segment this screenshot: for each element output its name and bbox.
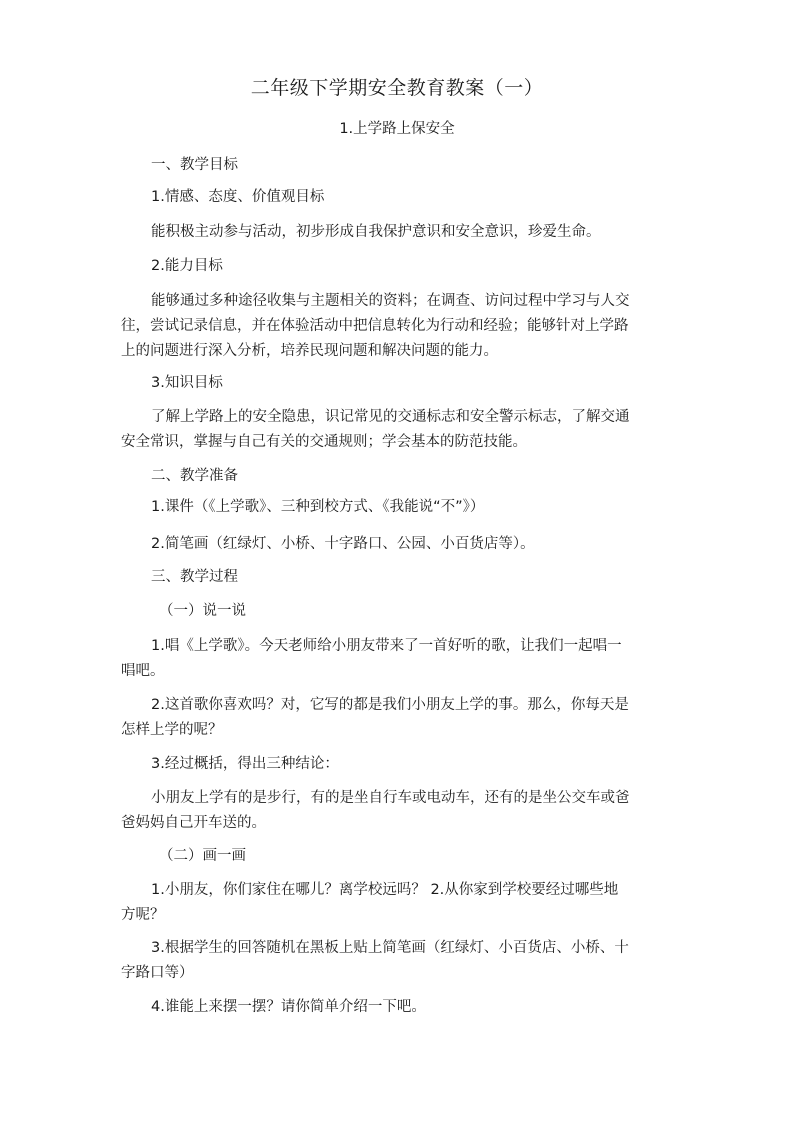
paragraph-line: 往，尝试记录信息，并在体验活动中把信息转化为行动和经验；能够针对上学路 [121,318,629,334]
paragraph-line: 爸妈妈自己开车送的。 [121,815,266,831]
paragraph-line: 能积极主动参与活动，初步形成自我保护意识和安全意识，珍爱生命。 [151,224,601,240]
paragraph-line: 唱吧。 [121,663,165,679]
paragraph-line: 3.经过概括，得出三种结论： [151,756,339,772]
paragraph-line: 2.这首歌你喜欢吗？对，它写的都是我们小朋友上学的事。那么，你每天是 [151,697,629,713]
paragraph-line: 3.根据学生的回答随机在黑板上贴上简笔画（红绿灯、小百货店、小桥、十 [151,940,629,956]
preparation-item: 1.课件（《上学歌》、三种到校方式、《我能说“不”》） [151,499,485,515]
paragraph-line: 字路口等） [121,965,194,981]
paragraph-line: 1.唱《上学歌》。今天老师给小朋友带来了一首好听的歌，让我们一起唱一 [151,638,622,654]
section-heading-preparation: 二、教学准备 [151,468,238,484]
objective-heading-knowledge: 3.知识目标 [151,375,223,391]
paragraph-line: 能够通过多种途径收集与主题相关的资料；在调查、访问过程中学习与人交 [151,293,630,309]
subsection-heading-draw: （二）画一画 [159,848,246,864]
paragraph-line: 怎样上学的呢？ [121,722,223,738]
objective-heading-ability: 2.能力目标 [151,258,223,274]
paragraph-line: 安全常识，掌握与自己有关的交通规则；学会基本的防范技能。 [121,434,527,450]
section-heading-process: 三、教学过程 [151,569,238,585]
document-title: 二年级下学期安全教育教案（一） [250,77,544,99]
preparation-item: 2.简笔画（红绿灯、小桥、十字路口、公园、小百货店等）。 [151,536,535,552]
paragraph-line: 了解上学路上的安全隐患，识记常见的交通标志和安全警示标志，了解交通 [151,409,630,425]
document-subtitle: 1.上学路上保安全 [339,121,455,137]
section-heading-objectives: 一、教学目标 [151,157,238,173]
paragraph-line: 方呢？ [121,907,165,923]
objective-heading-emotion: 1.情感、态度、价值观目标 [151,189,325,205]
paragraph-line: 上的问题进行深入分析，培养民现问题和解决问题的能力。 [121,343,498,359]
paragraph-line: 1.小朋友，你们家住在哪儿？离学校远吗？ 2.从你家到学校要经过哪些地 [151,882,619,898]
paragraph-line: 小朋友上学有的是步行，有的是坐自行车或电动车，还有的是坐公交车或爸 [151,790,630,806]
paragraph-line: 4.谁能上来摆一摆？请你简单介绍一下吧。 [151,999,426,1015]
subsection-heading-talk: （一）说一说 [159,603,246,619]
